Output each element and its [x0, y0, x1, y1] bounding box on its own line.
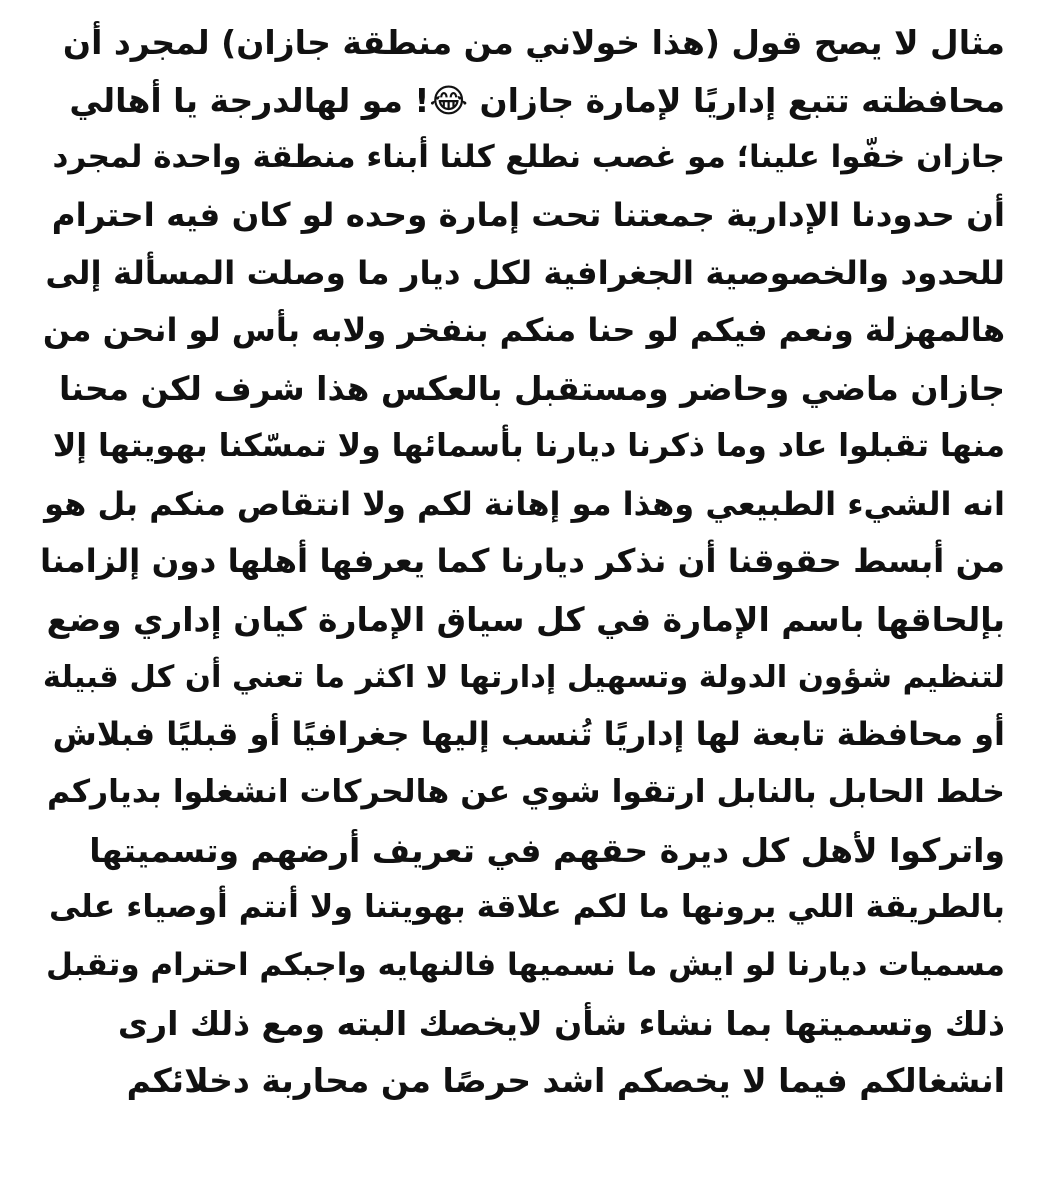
text-line: للحدود والخصوصية الجغرافية لكل ديار ما وصلت المسألة إلى — [45, 253, 1005, 292]
text-line: بإلحاقها باسم الإمارة في كل سياق الإمارة كيان إداري وضع — [46, 599, 1005, 639]
text-line: خلط الحابل بالنابل ارتقوا شوي عن هالحركات انشغلوا بدياركم — [47, 773, 1005, 810]
text-line: واتركوا لأهل كل ديرة حقهم في تعريف أرضهم وتسميتها — [89, 830, 1005, 870]
text-line: منها تقبلوا عاد وما ذكرنا ديارنا بأسمائها ولا تمسّكنا بهويتها إلا — [52, 427, 1005, 464]
text-line: انشغالكم فيما لا يخصكم اشد حرصًا من محاربة دخلائكم — [126, 1061, 1005, 1101]
text-line: محافظته تتبع إداريًا لإمارة جازان 😂! مو لهالدرجة يا أهالي — [69, 80, 1005, 120]
text-line: مثال لا يصح قول (هذا خولاني من منطقة جازان) لمجرد أن — [62, 23, 1005, 62]
text-line: بالطريقة اللي يرونها ما لكم علاقة بهويتنا ولا أنتم أوصياء على — [49, 889, 1005, 926]
text-line: لتنظيم شؤون الدولة وتسهيل إدارتها لا اكثر ما تعني أن كل قبيلة — [42, 659, 1005, 695]
text-line: انه الشيء الطبيعي وهذا مو إهانة لكم ولا انتقاص منكم بل هو — [44, 484, 1005, 523]
text-line: أن حدودنا الإدارية جمعتنا تحت إمارة وحده لو كان فيه احترام — [51, 196, 1005, 235]
text-line: جازان ماضي وحاضر ومستقبل بالعكس هذا شرف لكن محنا — [59, 369, 1005, 409]
text-line: مسميات ديارنا لو ايش ما نسميها فالنهايه واجبكم احترام وتقبل — [46, 947, 1005, 983]
text-line: من أبسط حقوقنا أن نذكر ديارنا كما يعرفها أهلها دون إلزامنا — [40, 542, 1005, 581]
text-line: جازان خفّوا علينا؛ مو غصب نطلع كلنا أبناء منطقة واحدة لمجرد — [52, 139, 1005, 176]
text-line: هالمهزلة ونعم فيكم لو حنا منكم بنفخر ولابه بأس لو انحن من — [42, 311, 1005, 350]
text-line: أو محافظة تابعة لها إداريًا تُنسب إليها جغرافيًا أو قبليًا فبلاش — [52, 715, 1005, 754]
text-line: ذلك وتسميتها بما نشاء شأن لايخصك البته ومع ذلك ارى — [117, 1003, 1005, 1043]
